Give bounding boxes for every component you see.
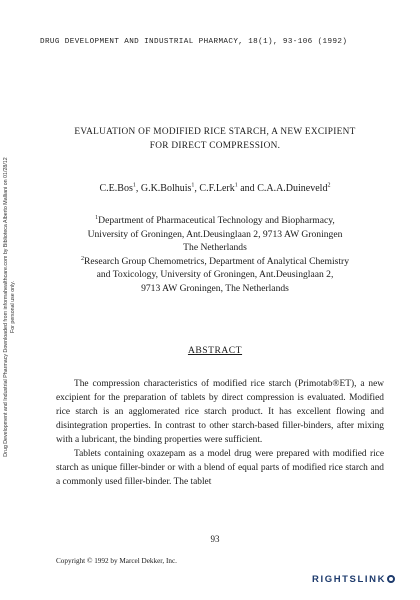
abstract-body	[56, 377, 384, 489]
author: G.K.Bolhuis$^1$	[140, 182, 195, 194]
journal-header: DRUG DEVELOPMENT AND INDUSTRIAL PHARMACY, 18(1), 93-106 (1992)	[40, 38, 348, 46]
paragraph: Tablets containing oxazepam as a model drug were prepared with modified rice starch as unique filler-binder or with a blend of equal parts of modified rice starch and a commonly used filler-binder. The tablet	[56, 449, 384, 487]
affiliation-2-line-2: and Toxicology, University of Groningen, Ant.Deusinglaan 2,	[96, 269, 334, 280]
author-list: C.E.Bos$^1$, G.K.Bolhuis$^1$, C.F.Lerk$^1$ and C.A.A.Duineveld$^2$	[99, 182, 331, 194]
author: C.E.Bos$^1$	[99, 182, 136, 194]
author: C.A.A.Duineveld$^2$	[257, 182, 331, 194]
author: C.F.Lerk$^1$	[199, 182, 238, 194]
download-line: Drug Development and Industrial Pharmacy Downloaded from informahealthcare.com by Biblioteca Alberto Malliani on 01/28/12	[3, 157, 9, 457]
affiliation-1-line-1: $^1$Department of Pharmaceutical Technology and Biopharmacy,	[95, 214, 335, 226]
copyright-notice: Copyright © 1992 by Marcel Dekker, Inc.	[56, 557, 177, 565]
affiliation-1-line-3: The Netherlands	[183, 242, 247, 253]
affiliation-2-line-3: 9713 AW Groningen, The Netherlands	[141, 282, 289, 294]
title-line-2: FOR DIRECT COMPRESSION.	[149, 141, 281, 151]
paragraph: The compression characteristics of modified rice starch (Primotab®ET), a new excipient for the preparation of tablets by direct compression is evaluated. Modified rice starch is an agglomerated rice starch product. It has excellent flowing and disintegration properties. In contrast to other starch-based filler-binders, after mixing with a lubricant, the binding properties were sufficient.	[56, 379, 384, 445]
affiliation-1-line-2: University of Groningen, Ant.Deusinglaan 2, 9713 AW Groningen	[87, 228, 343, 240]
article-title	[40, 125, 390, 153]
personal-use-line: For personal use only.	[10, 281, 16, 334]
title-line-1: EVALUATION OF MODIFIED RICE STARCH, A NEW EXCIPIENT	[74, 127, 356, 137]
affiliations	[40, 214, 390, 295]
page-number: 93	[210, 534, 220, 544]
abstract-heading: ABSTRACT	[187, 345, 243, 356]
rightslink-logo[interactable]	[312, 574, 395, 585]
rightslink-label: RIGHTSLINK	[312, 574, 387, 585]
rightslink-icon	[387, 575, 395, 583]
download-notice	[3, 157, 17, 457]
affiliation-2-line-1: $^2$Research Group Chemometrics, Department of Analytical Chemistry	[80, 255, 350, 267]
